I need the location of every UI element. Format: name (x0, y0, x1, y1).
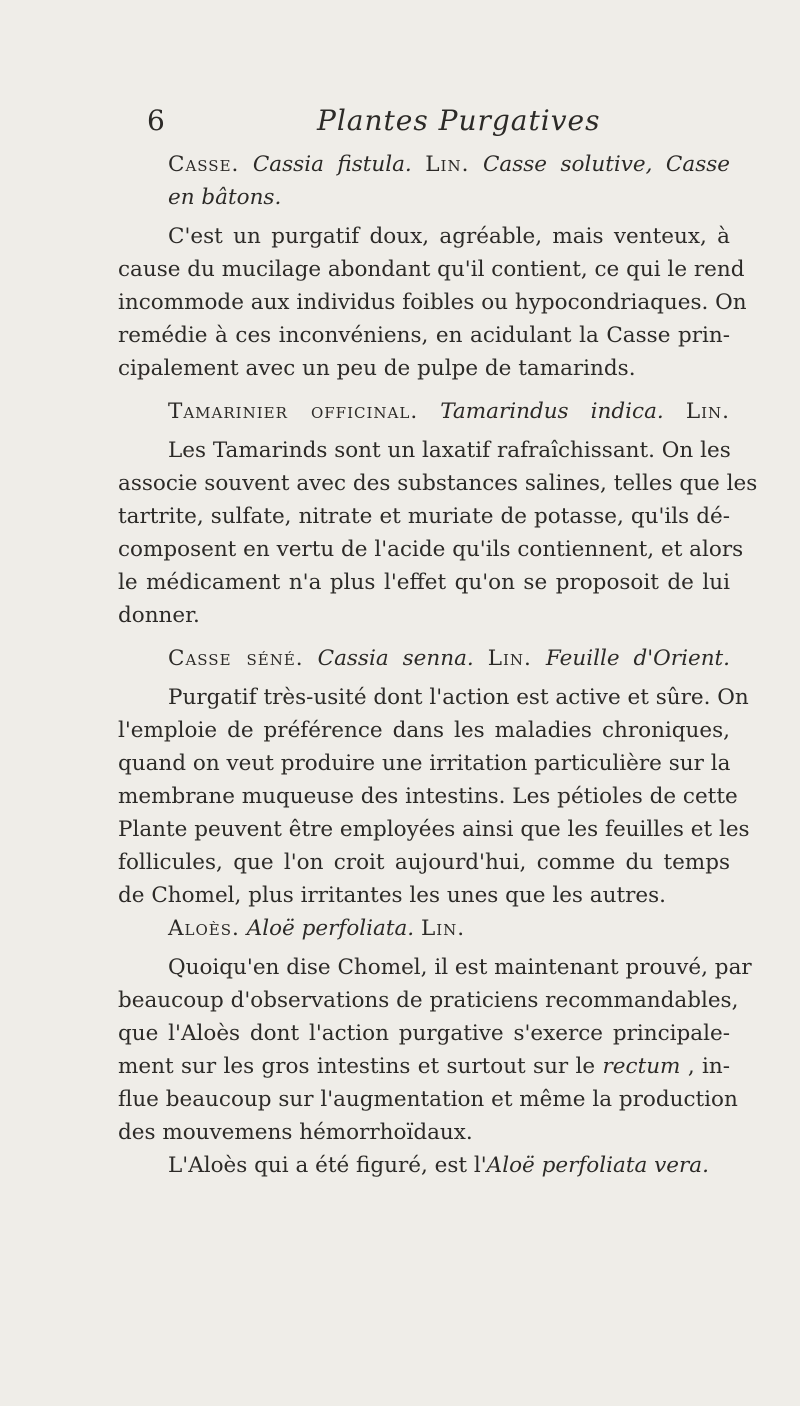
text-line: cause du mucilage abondant qu'il contient, ce qui le rend (118, 257, 745, 282)
text-line: remédie à ces inconvéniens, en acidulant la Casse prin- (118, 323, 730, 348)
text-segment: ment sur les gros intestins et surtout sur le (118, 1054, 596, 1079)
authority: Lin. (487, 646, 532, 671)
authority: Lin. (685, 399, 730, 424)
page-body (118, 148, 758, 1182)
entry-name: Tamarinier officinal. (168, 399, 419, 424)
text-line: beaucoup d'observations de praticiens recommandables, (118, 988, 739, 1013)
authority: Lin. (420, 916, 466, 941)
text-line: que l'Aloès dont l'action purgative s'exerce principale- (118, 1021, 730, 1046)
text-line: le médicament n'a plus l'effet qu'on se proposoit de lui (118, 570, 730, 595)
text-line: de Chomel, plus irritantes les unes que les autres. (118, 883, 666, 908)
text-segment: L'Aloès qui a été figuré, est l' (168, 1153, 487, 1178)
text-line: membrane muqueuse des intestins. Les pétioles de cette (118, 784, 738, 809)
text-line: C'est un purgatif doux, agréable, mais venteux, à (168, 224, 730, 249)
paragraph (118, 220, 747, 385)
authority: Lin. (425, 152, 470, 177)
running-title: Plantes Purgatives (317, 104, 601, 137)
text-line: Purgatif très-usité dont l'action est active et sûre. On (168, 685, 749, 710)
text-line: Plante peuvent être employées ainsi que les feuilles et les (118, 817, 750, 842)
text-line: des mouvemens hémorrhoïdaux. (118, 1120, 473, 1145)
entry-name: Casse séné. (168, 646, 304, 671)
text-line: cipalement avec un peu de pulpe de tamarinds. (118, 356, 636, 381)
text-line: tartrite, sulfate, nitrate et muriate de potasse, qu'ils dé- (118, 504, 730, 529)
paragraph (118, 681, 750, 912)
paragraph (118, 951, 752, 1182)
entry-heading-tamarinier (118, 395, 730, 428)
text-line: composent en vertu de l'acide qu'ils contiennent, et alors (118, 537, 744, 562)
latin-name: Cassia fistula. (252, 152, 412, 177)
common-name: Feuille d'Orient. (545, 646, 731, 671)
italic-term: Aloë perfoliata vera. (486, 1153, 709, 1178)
text-line: Les Tamarinds sont un laxatif rafraîchissant. On les (168, 438, 731, 463)
entry-heading-sene (118, 642, 730, 675)
entry-heading-casse (118, 148, 730, 181)
common-name-cont: en bâtons. (168, 185, 282, 210)
text-line: follicules, que l'on croit aujourd'hui, comme du temps (118, 850, 730, 875)
text-line (118, 1149, 730, 1182)
text-line: quand on veut produire une irritation particulière sur la (118, 751, 731, 776)
latin-name: Cassia senna. (317, 646, 474, 671)
latin-name: Aloë perfoliata. (246, 916, 415, 941)
text-line: l'emploie de préférence dans les maladies chroniques, (118, 718, 730, 743)
text-line: donner. (118, 603, 200, 628)
text-line: associe souvent avec des substances salines, telles que les (118, 471, 758, 496)
entry-name: Aloès. (168, 916, 240, 941)
latin-name: Tamarindus indica. (440, 399, 664, 424)
text-line (118, 1050, 730, 1083)
italic-term: rectum (602, 1054, 681, 1079)
text-line: incommode aux individus foibles ou hypocondriaques. On (118, 290, 747, 315)
text-line: Quoiqu'en dise Chomel, il est maintenant prouvé, par (168, 955, 752, 980)
page-header (147, 104, 747, 144)
text-line: flue beaucoup sur l'augmentation et même la production (118, 1087, 738, 1112)
common-name: Casse solutive, Casse (482, 152, 730, 177)
paragraph (118, 434, 758, 632)
entry-name: Casse. (168, 152, 240, 177)
text-segment: , in- (687, 1054, 731, 1079)
page-number: 6 (147, 104, 165, 137)
entry-heading-aloes (118, 912, 730, 945)
